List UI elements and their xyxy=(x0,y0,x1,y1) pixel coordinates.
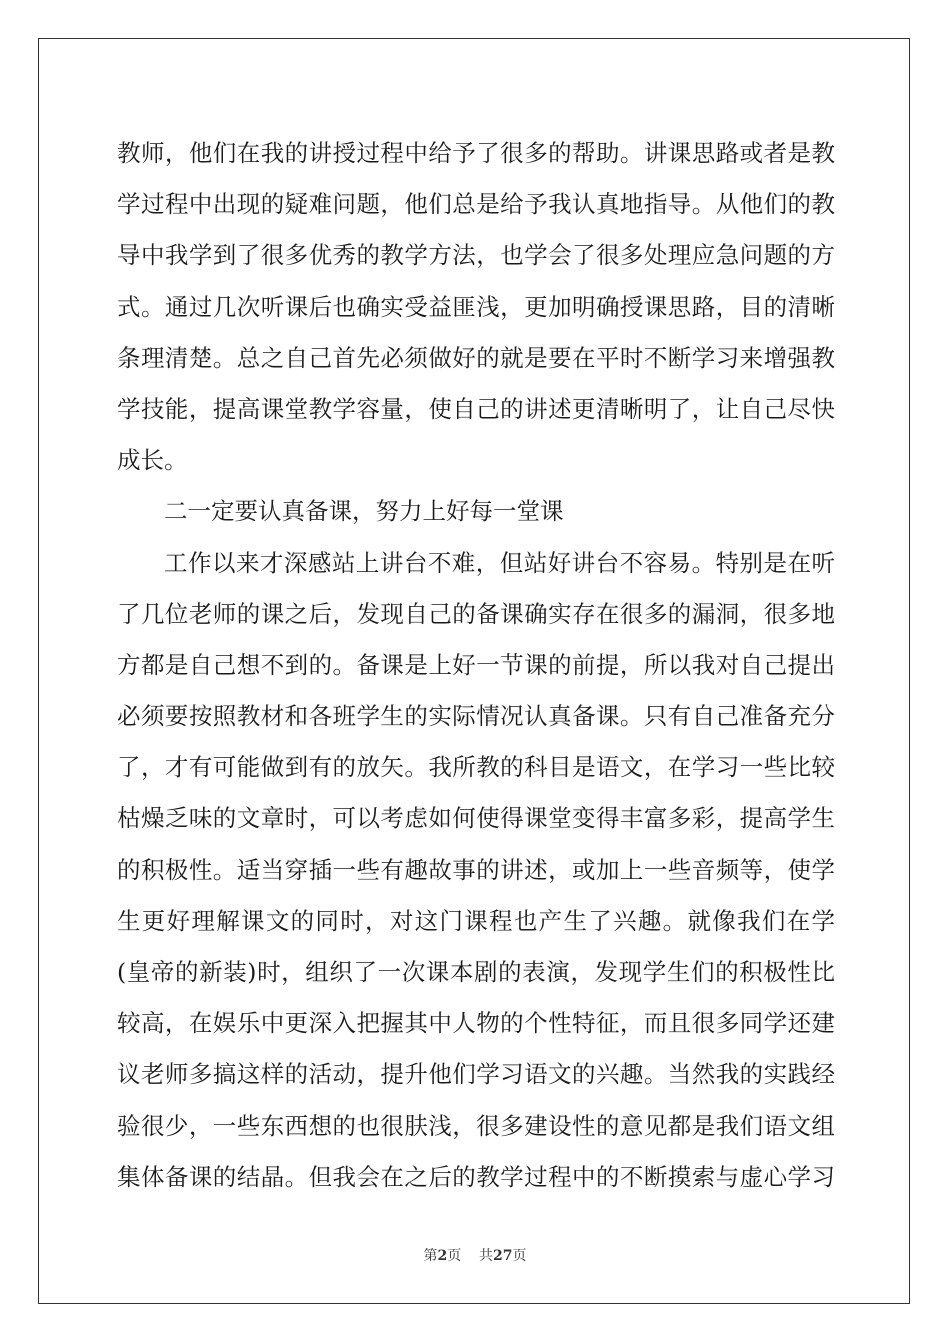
document-body xyxy=(117,128,835,1203)
text-line: 议老师多搞这样的活动，提升他们学习语文的兴趣。当然我的实践经 xyxy=(117,1060,835,1089)
text-line: 必须要按照教材和各班学生的实际情况认真备课。只有自己准备充分 xyxy=(117,702,835,731)
text-line: 生更好理解课文的同时，对这门课程也产生了兴趣。就像我们在学 xyxy=(117,906,835,935)
text-line: 验很少，一些东西想的也很肤浅，很多建设性的意见都是我们语文组 xyxy=(117,1111,835,1140)
text-line: 较高，在娱乐中更深入把握其中人物的个性特征，而且很多同学还建 xyxy=(117,1009,835,1038)
text-line: 导中我学到了很多优秀的教学方法，也学会了很多处理应急问题的方 xyxy=(117,241,835,270)
text-line: 成长。 xyxy=(117,446,188,475)
total-page-count: 27 xyxy=(493,1248,513,1264)
text-line: (皇帝的新装)时，组织了一次课本剧的表演，发现学生们的积极性比 xyxy=(117,958,835,986)
footer-page-unit: 页 xyxy=(447,1248,462,1264)
footer-total-unit: 页 xyxy=(512,1248,527,1264)
text-line: 教师，他们在我的讲授过程中给予了很多的帮助。讲课思路或者是教 xyxy=(117,139,835,167)
section-heading: 二一定要认真备课，努力上好每一堂课 xyxy=(164,497,564,526)
text-line: 学技能，提高课堂教学容量，使自己的讲述更清晰明了，让自己尽快 xyxy=(117,394,835,423)
text-line: 学过程中出现的疑难问题，他们总是给予我认真地指导。从他们的教 xyxy=(117,190,835,219)
text-line: 的积极性。适当穿插一些有趣故事的讲述，或加上一些音频等，使学 xyxy=(117,855,835,884)
current-page-number: 2 xyxy=(437,1248,448,1264)
text-line: 集体备课的结晶。但我会在之后的教学过程中的不断摸索与虚心学习 xyxy=(117,1162,835,1191)
text-line: 了几位老师的课之后，发现自己的备课确实存在很多的漏洞，很多地 xyxy=(117,599,835,628)
text-line: 工作以来才深感站上讲台不难，但站好讲台不容易。特别是在听 xyxy=(164,548,835,577)
text-line: 条理清楚。总之自己首先必须做好的就是要在平时不断学习来增强教 xyxy=(117,343,835,372)
text-line: 方都是自己想不到的。备课是上好一节课的前提，所以我对自己提出 xyxy=(117,650,835,679)
text-line: 式。通过几次听课后也确实受益匪浅，更加明确授课思路，目的清晰 xyxy=(117,292,835,321)
footer-prefix: 第 xyxy=(423,1248,438,1264)
footer-total-prefix: 共 xyxy=(479,1248,494,1264)
page-footer xyxy=(0,1245,950,1265)
text-line: 了，才有可能做到有的放矢。我所教的科目是语文，在学习一些比较 xyxy=(117,753,835,782)
text-line: 枯燥乏味的文章时，可以考虑如何使得课堂变得丰富多彩，提高学生 xyxy=(117,804,835,833)
